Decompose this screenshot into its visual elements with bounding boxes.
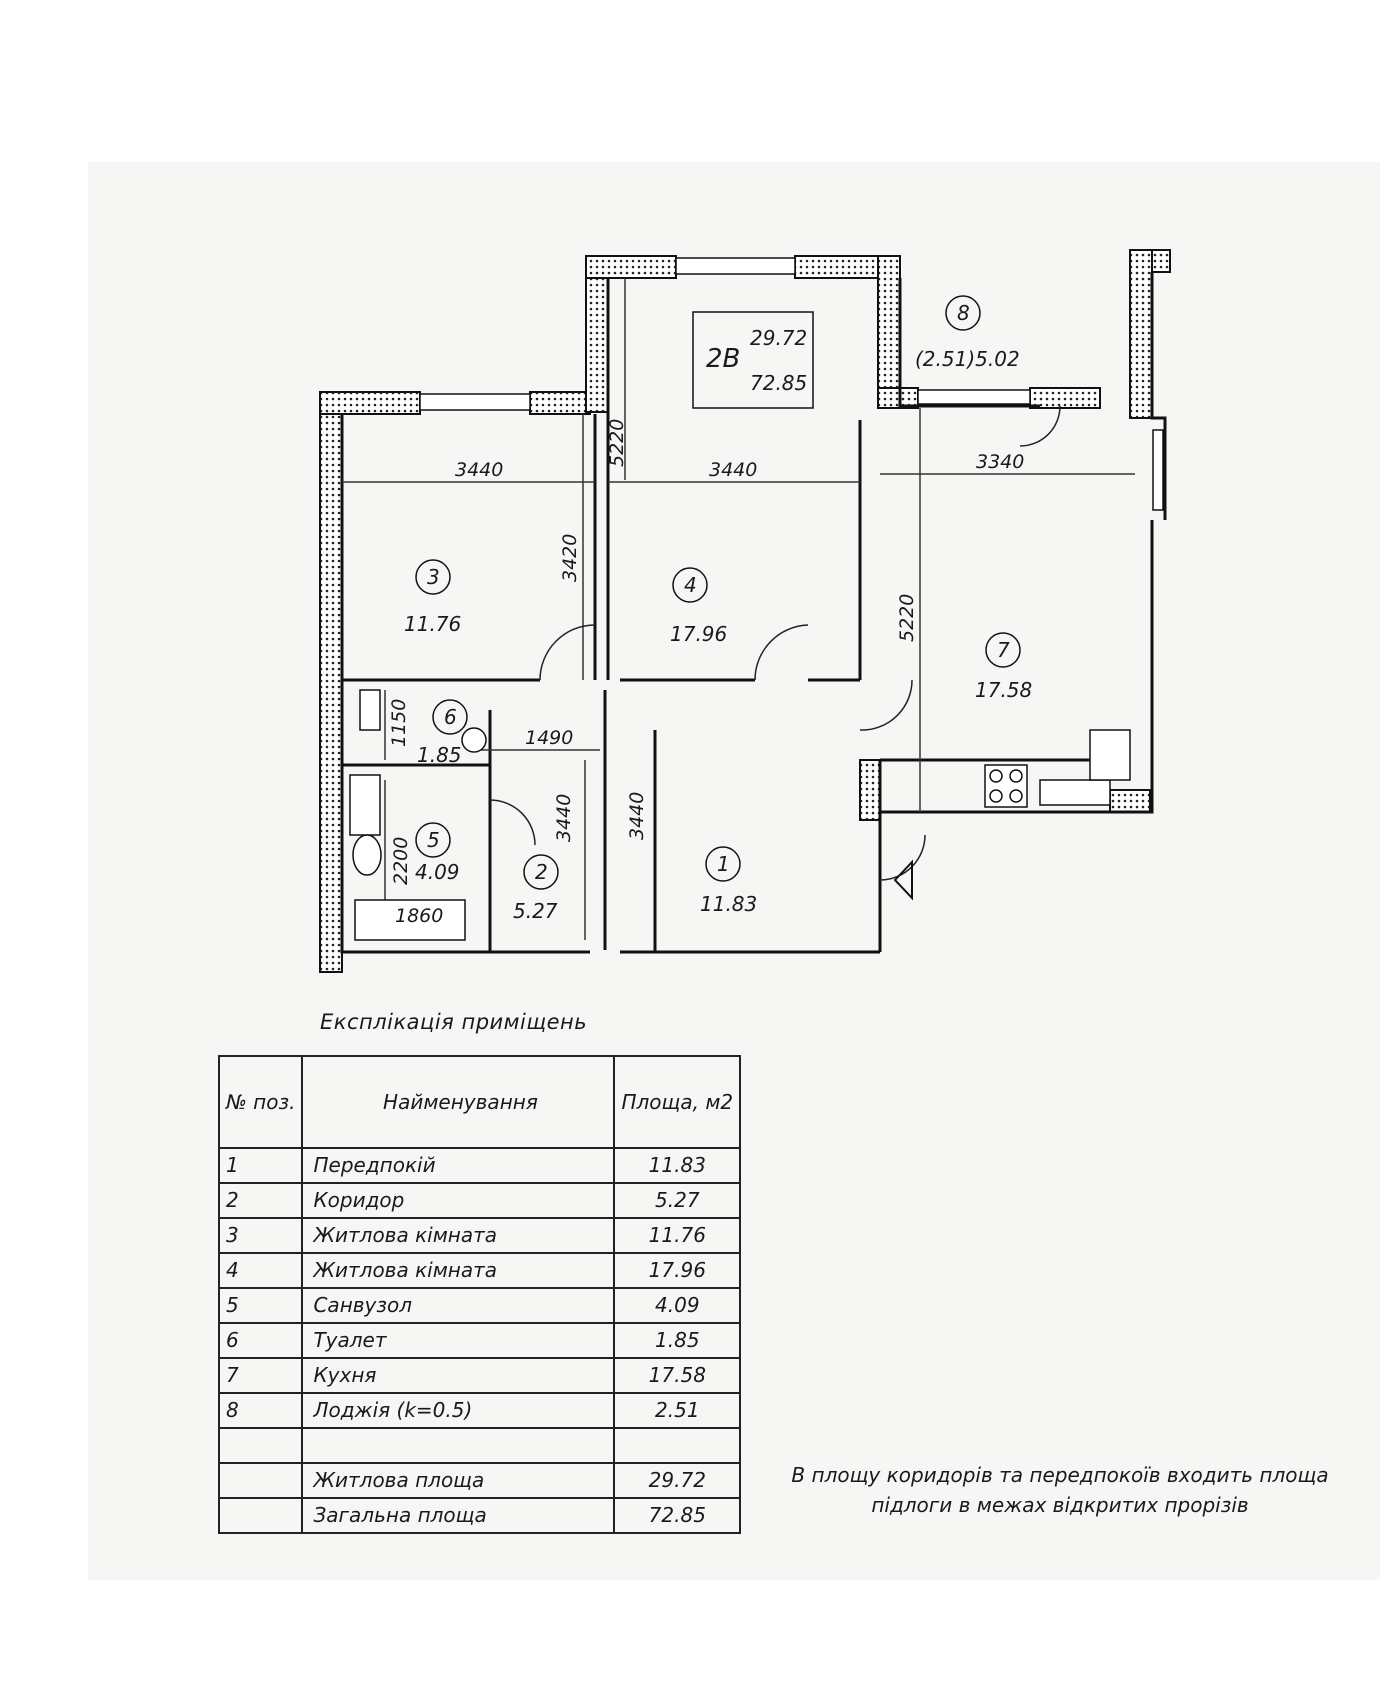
row-name: Передпокій xyxy=(302,1148,614,1183)
room-2-area: 5.27 xyxy=(513,899,558,923)
row-name: Лоджія (k=0.5) xyxy=(302,1393,614,1428)
total-area-name: Загальна площа xyxy=(302,1498,614,1533)
dim-corridor-depth: 3440 xyxy=(553,793,575,842)
row-name: Житлова кімната xyxy=(302,1218,614,1253)
row-area: 11.83 xyxy=(614,1148,740,1183)
room-markers xyxy=(416,296,1020,889)
dim-room3-depth: 3420 xyxy=(559,533,581,582)
explication-table xyxy=(218,1055,741,1534)
room-7-area: 17.58 xyxy=(975,678,1033,702)
room-3-number: 3 xyxy=(427,565,440,589)
room-4-number: 4 xyxy=(684,573,697,597)
row-area: 4.09 xyxy=(614,1288,740,1323)
dimension-lines xyxy=(342,278,1135,940)
header-name: Найменування xyxy=(302,1056,614,1148)
row-pos: 2 xyxy=(219,1183,302,1218)
row-name: Кухня xyxy=(302,1358,614,1393)
living-area-name: Житлова площа xyxy=(302,1463,614,1498)
table-row xyxy=(219,1393,740,1428)
room-8-number: 8 xyxy=(957,301,970,325)
row-pos: 7 xyxy=(219,1358,302,1393)
room-8-area: (2.51)5.02 xyxy=(915,347,1020,371)
row-pos: 5 xyxy=(219,1288,302,1323)
row-area: 17.96 xyxy=(614,1253,740,1288)
dim-hall-depth: 3440 xyxy=(626,791,648,840)
dim-bath-width: 1860 xyxy=(395,905,444,927)
apartment-type-label: 2В xyxy=(706,344,741,374)
row-pos: 3 xyxy=(219,1218,302,1253)
table-row xyxy=(219,1288,740,1323)
header-area: Площа, м2 xyxy=(614,1056,740,1148)
dim-bath-depth: 2200 xyxy=(390,836,412,885)
row-area: 17.58 xyxy=(614,1358,740,1393)
row-pos xyxy=(219,1428,302,1463)
living-area-value: 29.72 xyxy=(614,1463,740,1498)
row-pos: 8 xyxy=(219,1393,302,1428)
table-row xyxy=(219,1183,740,1218)
room-5-area: 4.09 xyxy=(415,860,460,884)
row-pos xyxy=(219,1498,302,1533)
explication-title: Експлікація приміщень xyxy=(320,1010,588,1034)
row-name xyxy=(302,1428,614,1463)
dim-room7-depth: 5220 xyxy=(896,593,918,642)
row-area: 5.27 xyxy=(614,1183,740,1218)
row-pos: 4 xyxy=(219,1253,302,1288)
table-header-row xyxy=(219,1056,740,1148)
dim-room3-width: 3440 xyxy=(455,459,504,481)
dim-room4-width: 3440 xyxy=(709,459,758,481)
room-6-number: 6 xyxy=(444,705,457,729)
table-row xyxy=(219,1323,740,1358)
dim-room7-width: 3340 xyxy=(976,451,1025,473)
dim-toilet-depth: 1150 xyxy=(388,698,410,747)
total-area-label: 72.85 xyxy=(750,371,808,395)
dim-toilet-width: 1490 xyxy=(525,727,574,749)
table-row-total-area xyxy=(219,1498,740,1533)
row-area: 2.51 xyxy=(614,1393,740,1428)
row-area: 11.76 xyxy=(614,1218,740,1253)
room-5-number: 5 xyxy=(427,828,440,852)
row-area: 1.85 xyxy=(614,1323,740,1358)
table-row xyxy=(219,1253,740,1288)
dimension-labels xyxy=(388,419,1024,927)
total-area-value: 72.85 xyxy=(614,1498,740,1533)
row-pos: 1 xyxy=(219,1148,302,1183)
table-row-empty xyxy=(219,1428,740,1463)
room-1-number: 1 xyxy=(717,852,730,876)
table-row xyxy=(219,1358,740,1393)
row-pos: 6 xyxy=(219,1323,302,1358)
living-area-label: 29.72 xyxy=(750,326,808,350)
room-6-area: 1.85 xyxy=(417,743,462,767)
dim-room4-depth: 5220 xyxy=(606,418,628,467)
room-4-area: 17.96 xyxy=(670,622,728,646)
row-name: Санвузол xyxy=(302,1288,614,1323)
area-note: В площу коридорів та передпокоїв входить площа підлоги в межах відкритих прорізів xyxy=(791,1463,1329,1517)
entrance-arrow-icon xyxy=(895,862,912,898)
table-row xyxy=(219,1148,740,1183)
door-swings xyxy=(490,406,1060,880)
room-3-area: 11.76 xyxy=(404,612,462,636)
row-name: Туалет xyxy=(302,1323,614,1358)
room-2-number: 2 xyxy=(535,860,548,884)
room-1-area: 11.83 xyxy=(700,892,758,916)
row-pos xyxy=(219,1463,302,1498)
row-name: Коридор xyxy=(302,1183,614,1218)
header-pos: № поз. xyxy=(219,1056,302,1148)
row-name: Житлова кімната xyxy=(302,1253,614,1288)
table-row xyxy=(219,1218,740,1253)
row-area xyxy=(614,1428,740,1463)
room-7-number: 7 xyxy=(997,638,1010,662)
table-row-living-area xyxy=(219,1463,740,1498)
